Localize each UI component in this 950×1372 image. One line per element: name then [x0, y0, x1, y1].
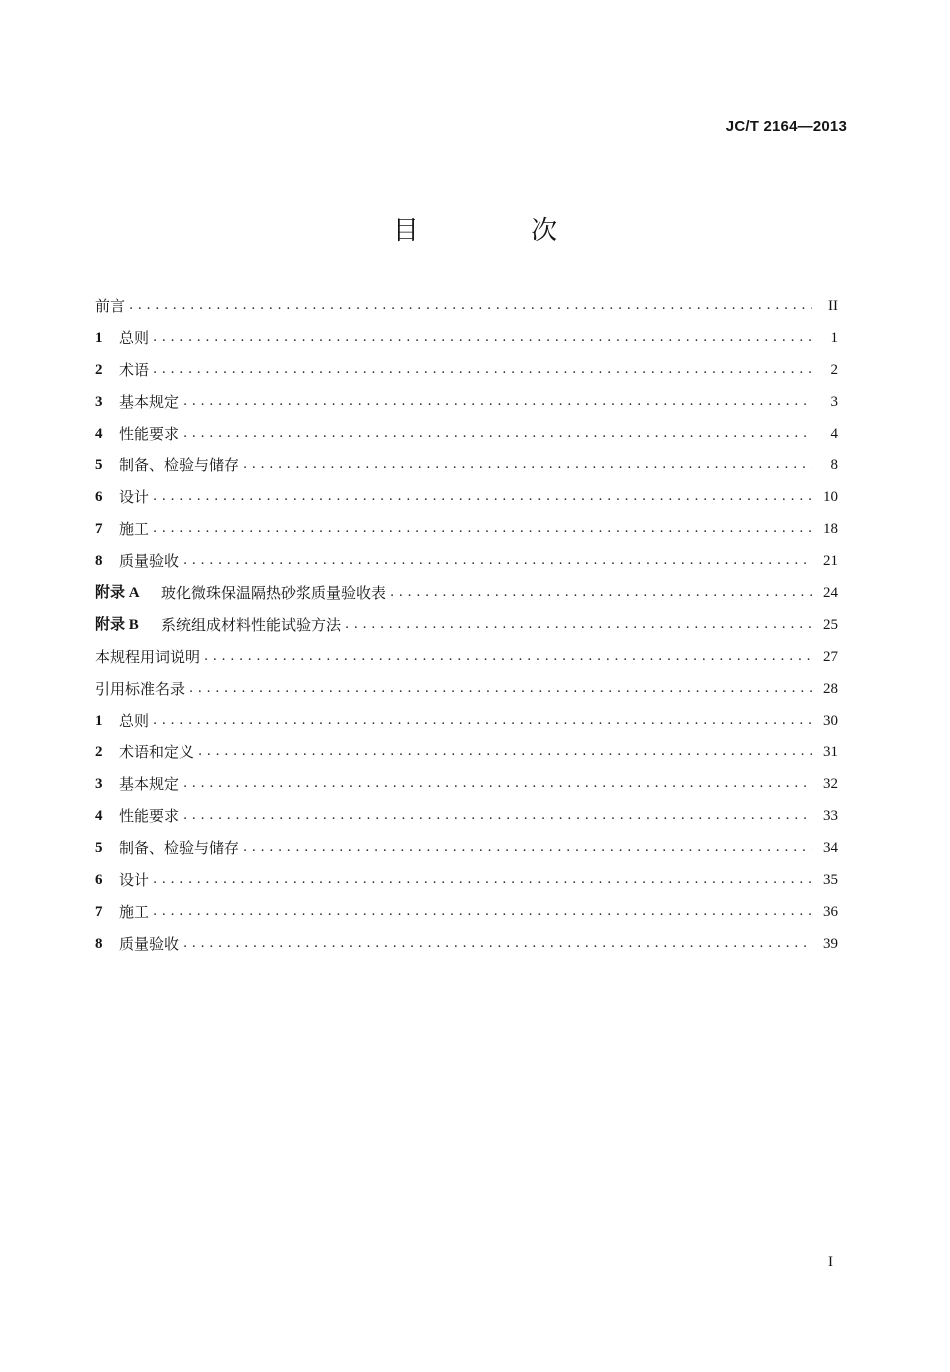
- toc-entry-text: 本规程用词说明: [95, 647, 201, 666]
- toc-entry[interactable]: [95, 800, 838, 832]
- toc-entry[interactable]: [95, 705, 838, 737]
- toc-entry-page: 32: [823, 776, 838, 793]
- page-number: I: [828, 1254, 833, 1270]
- toc-entry[interactable]: [95, 545, 838, 577]
- toc-entry-number: 7: [95, 903, 103, 920]
- toc-entry-text: 质量验收: [119, 552, 180, 571]
- toc-entry-text: 基本规定: [119, 392, 180, 411]
- toc-leader-dots: [345, 615, 812, 635]
- toc-entry-page: II: [828, 297, 838, 314]
- toc-leader-dots: [189, 679, 812, 699]
- toc-entry[interactable]: [95, 641, 838, 673]
- toc-leader-dots: [204, 647, 812, 667]
- toc-entry-text: 施工: [119, 902, 150, 921]
- toc-entry[interactable]: [95, 609, 838, 641]
- toc-entry-number: 1: [95, 712, 103, 729]
- toc-entry[interactable]: [95, 896, 838, 928]
- toc-entry[interactable]: [95, 577, 838, 609]
- toc-entry-page: 34: [823, 840, 838, 857]
- toc-leader-dots: [390, 583, 812, 603]
- toc-leader-dots: [153, 487, 812, 507]
- toc-entry-page: 24: [823, 584, 838, 601]
- toc-entry-text: 总则: [119, 328, 150, 347]
- toc-entry-page: 8: [830, 457, 838, 474]
- toc-entry-number: 4: [95, 808, 103, 825]
- toc-entry[interactable]: [95, 928, 838, 960]
- toc-entry-number: 2: [95, 361, 103, 378]
- toc-leader-dots: [183, 392, 812, 412]
- toc-entry-page: 10: [823, 489, 838, 506]
- toc-entry-text: 术语和定义: [119, 743, 195, 762]
- toc-leader-dots: [183, 551, 812, 571]
- toc-entry-number: 4: [95, 425, 103, 442]
- toc-leader-dots: [243, 838, 812, 858]
- toc-entry[interactable]: [95, 449, 838, 481]
- toc-entry-page: 4: [830, 425, 838, 442]
- toc-entry-page: 18: [823, 521, 838, 538]
- table-of-contents: [95, 290, 838, 960]
- toc-leader-dots: [153, 870, 812, 890]
- toc-entry-number: 5: [95, 457, 103, 474]
- toc-entry[interactable]: [95, 386, 838, 418]
- toc-entry-page: 27: [823, 648, 838, 665]
- standard-code: JC/T 2164—2013: [725, 118, 847, 135]
- toc-entry-page: 33: [823, 808, 838, 825]
- page-title: 目 次: [392, 216, 610, 246]
- toc-entry[interactable]: [95, 736, 838, 768]
- toc-entry-number: 1: [95, 329, 103, 346]
- toc-entry-text: 设计: [119, 870, 150, 889]
- toc-entry-text: 术语: [119, 360, 150, 379]
- toc-leader-dots: [129, 296, 812, 316]
- toc-entry[interactable]: [95, 418, 838, 450]
- toc-entry[interactable]: [95, 290, 838, 322]
- toc-entry-number: 8: [95, 935, 103, 952]
- toc-entry-page: 31: [823, 744, 838, 761]
- toc-entry-text: 性能要求: [119, 807, 180, 826]
- toc-entry-number: 附录 A: [95, 584, 140, 601]
- toc-entry[interactable]: [95, 832, 838, 864]
- toc-leader-dots: [183, 774, 812, 794]
- toc-entry-number: 附录 B: [95, 616, 139, 633]
- toc-leader-dots: [153, 519, 812, 539]
- toc-leader-dots: [183, 934, 812, 954]
- toc-leader-dots: [153, 328, 812, 348]
- toc-entry-number: 3: [95, 393, 103, 410]
- toc-leader-dots: [183, 806, 812, 826]
- toc-entry-text: 引用标准名录: [95, 679, 186, 698]
- toc-entry-page: 30: [823, 712, 838, 729]
- toc-entry[interactable]: [95, 768, 838, 800]
- toc-entry[interactable]: [95, 513, 838, 545]
- toc-leader-dots: [243, 455, 812, 475]
- toc-entry-page: 2: [830, 361, 838, 378]
- toc-entry-number: 3: [95, 776, 103, 793]
- toc-leader-dots: [153, 902, 812, 922]
- toc-entry-text: 前言: [95, 296, 126, 315]
- toc-entry-page: 25: [823, 616, 838, 633]
- toc-entry-text: 系统组成材料性能试验方法: [161, 615, 342, 634]
- toc-entry[interactable]: [95, 673, 838, 705]
- toc-entry-page: 39: [823, 935, 838, 952]
- toc-entry-number: 6: [95, 489, 103, 506]
- toc-entry-page: 36: [823, 903, 838, 920]
- toc-entry-text: 总则: [119, 711, 150, 730]
- toc-entry-page: 1: [830, 329, 838, 346]
- toc-entry-page: 21: [823, 553, 838, 570]
- toc-entry-text: 施工: [119, 520, 150, 539]
- toc-entry-number: 5: [95, 840, 103, 857]
- toc-entry-number: 6: [95, 871, 103, 888]
- toc-entry-text: 性能要求: [119, 424, 180, 443]
- toc-entry-number: 2: [95, 744, 103, 761]
- toc-entry[interactable]: [95, 354, 838, 386]
- toc-entry-text: 设计: [119, 488, 150, 507]
- toc-leader-dots: [153, 360, 812, 380]
- toc-entry-text: 制备、检验与储存: [119, 456, 240, 475]
- toc-entry-text: 玻化微珠保温隔热砂浆质量验收表: [161, 583, 387, 602]
- toc-leader-dots: [183, 424, 812, 444]
- toc-entry-text: 质量验收: [119, 934, 180, 953]
- toc-entry-text: 基本规定: [119, 775, 180, 794]
- toc-entry[interactable]: [95, 322, 838, 354]
- toc-entry-page: 3: [830, 393, 838, 410]
- toc-entry-text: 制备、检验与储存: [119, 839, 240, 858]
- toc-entry[interactable]: [95, 864, 838, 896]
- toc-leader-dots: [198, 742, 812, 762]
- toc-entry[interactable]: [95, 481, 838, 513]
- toc-entry-page: 35: [823, 871, 838, 888]
- toc-entry-page: 28: [823, 680, 838, 697]
- toc-entry-number: 8: [95, 553, 103, 570]
- toc-entry-number: 7: [95, 521, 103, 538]
- toc-leader-dots: [153, 711, 812, 731]
